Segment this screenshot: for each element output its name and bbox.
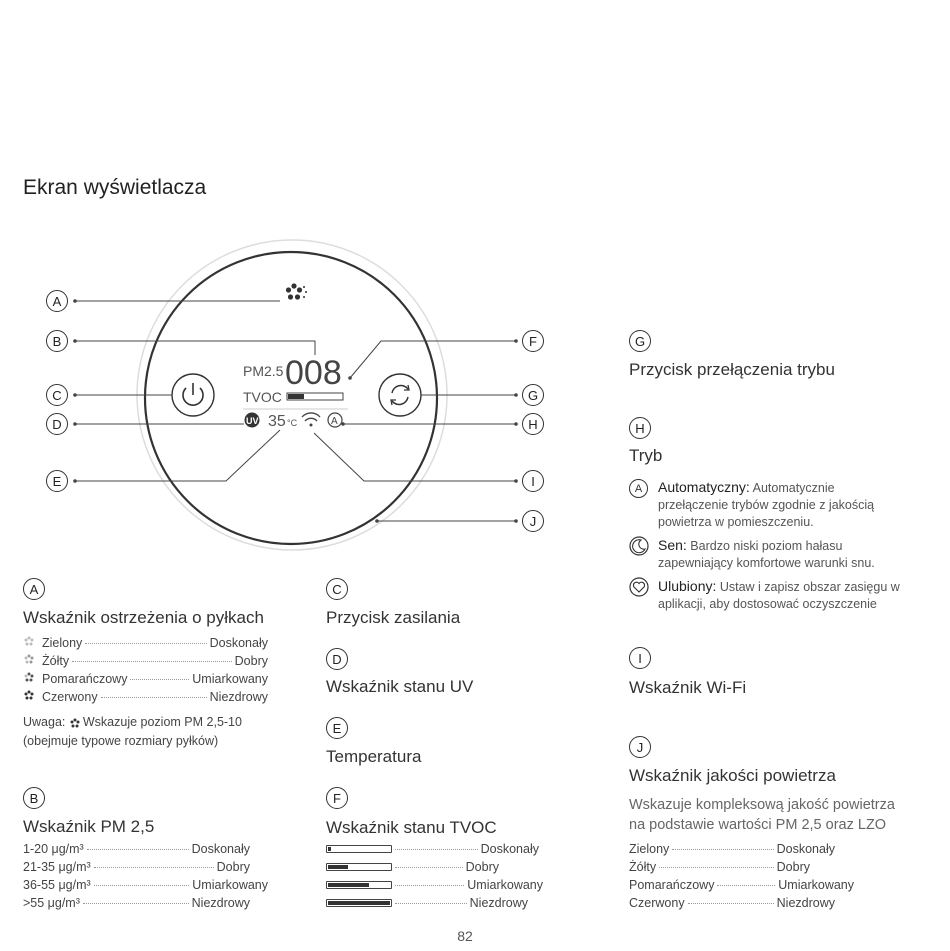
section-a-letter: A bbox=[23, 578, 45, 600]
pollen-note-icon bbox=[69, 717, 81, 729]
list-item bbox=[23, 635, 268, 650]
pm-label: PM2.5 bbox=[243, 363, 284, 379]
list-item: Zielony Doskonały bbox=[629, 842, 835, 856]
wifi-icon bbox=[302, 413, 320, 427]
mode-auto-desc: Automatyczny: Automatycznie przełączenie trybów zgodnie z jakością powietrza w pomieszczeniu. bbox=[658, 479, 875, 529]
section-c-title: Przycisk zasilania bbox=[326, 608, 461, 627]
mode-sleep-desc: Sen: Bardzo niski poziom hałasu zapewniający komfortowe warunki snu. bbox=[658, 537, 875, 570]
display-diagram bbox=[0, 230, 560, 560]
section-f-letter: F bbox=[326, 787, 348, 809]
list-item: 36-55 μg/m³ Umiarkowany bbox=[23, 878, 268, 892]
row-value: Umiarkowany bbox=[192, 672, 268, 686]
heart-icon bbox=[629, 577, 649, 597]
section-e-title: Temperatura bbox=[326, 747, 422, 766]
mode-favorite-desc: Ulubiony: Ustaw i zapisz obszar zasięgu w aplikacji, aby dostosować oczyszczenie bbox=[658, 578, 900, 611]
section-i-letter: I bbox=[629, 647, 651, 669]
list-item bbox=[23, 671, 268, 686]
callout-i: I bbox=[522, 470, 544, 492]
tvoc-level-bar bbox=[326, 899, 392, 907]
callout-h: H bbox=[522, 413, 544, 435]
callout-b: B bbox=[46, 330, 68, 352]
section-j-title: Wskaźnik jakości powietrza bbox=[629, 766, 836, 785]
list-item bbox=[23, 653, 268, 668]
list-item: Niezdrowy bbox=[326, 896, 528, 910]
row-label: Pomarańczowy bbox=[42, 672, 128, 686]
list-item: Żółty Dobry bbox=[629, 860, 810, 874]
pollen-orange-icon bbox=[23, 671, 35, 683]
page-number: 82 bbox=[457, 928, 473, 944]
callout-d: D bbox=[46, 413, 68, 435]
callout-a: A bbox=[46, 290, 68, 312]
callout-e: E bbox=[46, 470, 68, 492]
section-b-letter: B bbox=[23, 787, 45, 809]
section-g-title: Przycisk przełączenia trybu bbox=[629, 360, 835, 379]
pm-value: 008 bbox=[285, 354, 342, 392]
callout-g: G bbox=[522, 384, 544, 406]
section-e-letter: E bbox=[326, 717, 348, 739]
callout-j: J bbox=[522, 510, 544, 532]
pollen-red-icon bbox=[23, 689, 35, 701]
mode-switch-button-icon bbox=[379, 374, 421, 416]
temperature-unit: °C bbox=[287, 418, 298, 428]
list-item: Pomarańczowy Umiarkowany bbox=[629, 878, 854, 892]
list-item: 1-20 μg/m³ Doskonały bbox=[23, 842, 250, 856]
list-item: Czerwony Niezdrowy bbox=[629, 896, 835, 910]
row-label: Żółty bbox=[42, 654, 70, 668]
list-item: Umiarkowany bbox=[326, 878, 543, 892]
section-g-letter: G bbox=[629, 330, 651, 352]
uv-badge-label: UV bbox=[246, 416, 259, 426]
tvoc-level-bar bbox=[326, 845, 392, 853]
section-b-title: Wskaźnik PM 2,5 bbox=[23, 817, 155, 836]
tvoc-label: TVOC bbox=[243, 389, 282, 405]
list-item: Doskonały bbox=[326, 842, 539, 856]
section-j-letter: J bbox=[629, 736, 651, 758]
section-f-title: Wskaźnik stanu TVOC bbox=[326, 818, 497, 837]
section-i-title: Wskaźnik Wi-Fi bbox=[629, 678, 747, 697]
row-label: Zielony bbox=[42, 636, 83, 650]
list-item: 21-35 μg/m³ Dobry bbox=[23, 860, 250, 874]
tvoc-bar-fill bbox=[288, 394, 304, 399]
power-button-icon bbox=[172, 374, 214, 416]
temperature-value: 35 bbox=[268, 413, 286, 430]
pollen-green-icon bbox=[23, 635, 35, 647]
row-value: Niezdrowy bbox=[209, 690, 268, 704]
list-item: >55 μg/m³ Niezdrowy bbox=[23, 896, 250, 910]
section-d-letter: D bbox=[326, 648, 348, 670]
row-label: Czerwony bbox=[42, 690, 98, 704]
moon-icon bbox=[629, 536, 649, 556]
callout-f: F bbox=[522, 330, 544, 352]
pollen-yellow-icon bbox=[23, 653, 35, 665]
section-c-letter: C bbox=[326, 578, 348, 600]
auto-icon: A bbox=[629, 479, 648, 498]
section-d-title: Wskaźnik stanu UV bbox=[326, 677, 474, 696]
section-h-letter: H bbox=[629, 417, 651, 439]
page-title: Ekran wyświetlacza bbox=[23, 176, 207, 199]
row-value: Doskonały bbox=[209, 636, 268, 650]
callout-c: C bbox=[46, 384, 68, 406]
tvoc-level-bar bbox=[326, 863, 392, 871]
row-value: Dobry bbox=[234, 654, 268, 668]
section-h-title: Tryb bbox=[629, 446, 663, 465]
section-j-desc: Wskazuje kompleksową jakość powietrza na podstawie wartości PM 2,5 oraz LZO bbox=[629, 797, 895, 833]
section-a-title: Wskaźnik ostrzeżenia o pyłkach bbox=[23, 608, 264, 627]
auto-mode-indicator-label: A bbox=[331, 416, 338, 427]
list-item bbox=[23, 689, 268, 704]
pollen-icon bbox=[286, 283, 307, 299]
tvoc-level-bar bbox=[326, 881, 392, 889]
pollen-note: Uwaga: Wskazuje poziom PM 2,5-10 (obejmuje typowe rozmiary pyłków) bbox=[23, 715, 242, 748]
list-item: Dobry bbox=[326, 860, 499, 874]
